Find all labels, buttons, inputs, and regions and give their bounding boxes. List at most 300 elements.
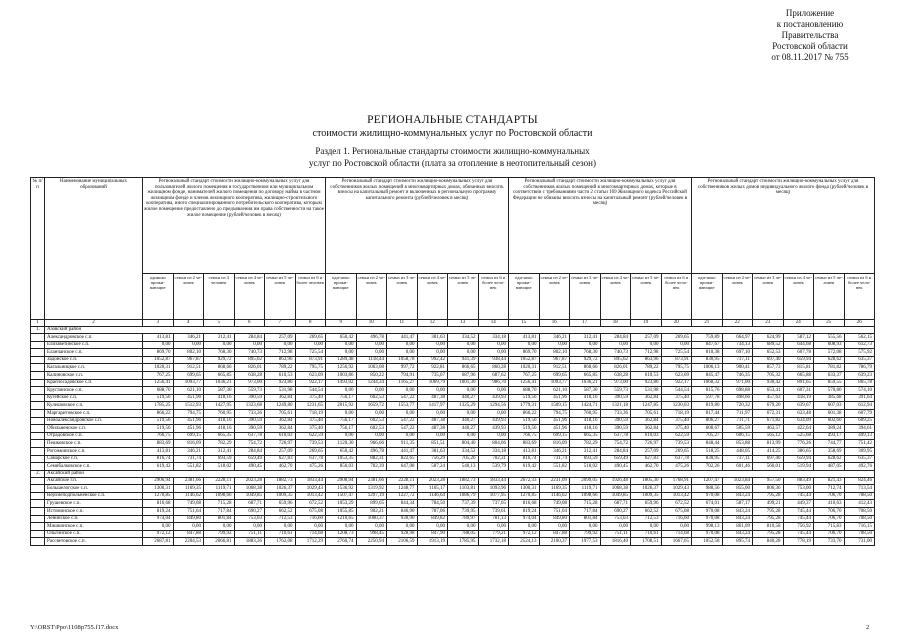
column-number-cell: 10 (356, 320, 387, 327)
value-cell: 929,72 (570, 356, 601, 364)
value-cell: 346,21 (173, 447, 204, 455)
value-cell: 0,00 (234, 341, 265, 349)
value-cell: 1026,37 (265, 485, 296, 493)
value-cell: 1247,85 (631, 402, 662, 410)
sub-header-cell: семьи из 5 че-ловек (814, 274, 845, 320)
section-title-line-1: Раздел 1. Региональные стандарты стоимости жилищно-коммунальных (315, 146, 590, 156)
value-cell: 606,15 (722, 432, 753, 440)
value-cell: 844,34 (387, 500, 418, 508)
value-cell: 733,36 (234, 409, 265, 417)
row-number-cell (31, 492, 45, 500)
sub-header-row (31, 274, 875, 320)
value-cell: 269,65 (295, 334, 326, 342)
value-cell: 0,00 (326, 523, 357, 531)
table-row (31, 447, 875, 455)
value-cell: 665,35 (204, 432, 235, 440)
value-cell: 718,19 (661, 409, 692, 417)
header-group-3: Региональный стандарт стоимости жилищно-коммунальных услуг для собственников жилых помещений в многоквартирных домах, которые в соответствии с требованиями части 2 статьи 169 Жилищного кодекса Российской Федерации не обязаны вносить взносы на капитальный ремонт (рублей/человек в месяц) (509, 178, 692, 274)
value-cell: 671,82 (753, 417, 784, 425)
value-cell: 708,50 (844, 508, 875, 516)
value-cell: 1093,77 (173, 379, 204, 387)
value-cell: 778,19 (783, 538, 814, 546)
value-cell: 737,05 (478, 500, 509, 508)
value-cell: 375,40 (295, 394, 326, 402)
value-cell: 706,70 (814, 530, 845, 538)
header-group-4: Региональный стандарт стоимости жилищно-коммунальных услуг для собственников жилых домов индивидуального жилого фонда (рублей/человек в месяц) (692, 178, 875, 274)
value-cell: 1667,65 (661, 538, 692, 546)
value-cell: 849,80 (539, 515, 570, 523)
value-cell: 0,00 (143, 523, 174, 531)
value-cell: 412,43 (844, 500, 875, 508)
value-cell: 451,96 (539, 394, 570, 402)
row-number-cell (31, 515, 45, 523)
table-row (31, 387, 875, 395)
municipality-name: Круглинское с.п. (45, 387, 143, 395)
value-cell: 883,69 (143, 440, 174, 448)
value-cell: 972,12 (509, 530, 540, 538)
value-cell: 1103,81 (448, 485, 479, 493)
appendix-line: Приложение (785, 8, 835, 18)
value-cell: 699,15 (173, 432, 204, 440)
appendix-line: Правительства (781, 30, 839, 40)
value-cell: 634,09 (783, 417, 814, 425)
value-cell: 519,56 (509, 394, 540, 402)
value-cell: 518,25 (692, 447, 723, 455)
value-cell: 601,46 (722, 463, 753, 471)
value-cell: 714,68 (295, 530, 326, 538)
municipality-name: Семибалковское с.п. (45, 463, 143, 471)
value-cell: 873,91 (295, 356, 326, 364)
value-cell: 2672,33 (509, 477, 540, 485)
value-cell: 1068,32 (692, 379, 723, 387)
value-cell: 794,91 (387, 371, 418, 379)
row-number-cell (31, 409, 45, 417)
value-cell: 745,44 (783, 492, 814, 500)
value-cell: 869,70 (143, 349, 174, 357)
value-cell: 751,11 (234, 530, 265, 538)
value-cell: 608,93 (814, 341, 845, 349)
municipality-name: Кулешовское с.п. (45, 402, 143, 410)
municipality-name: Истоминское с.п. (45, 508, 143, 516)
value-cell: 815,81 (783, 364, 814, 372)
value-cell: 462,70 (631, 463, 662, 471)
value-cell: 451,96 (173, 394, 204, 402)
value-cell: 644,68 (783, 341, 814, 349)
value-cell: 312,41 (204, 447, 235, 455)
value-cell: 621,10 (539, 387, 570, 395)
value-cell: 0,00 (204, 341, 235, 349)
value-cell: 0,00 (509, 341, 540, 349)
value-cell: 706,70 (814, 508, 845, 516)
value-cell: 734,13 (722, 341, 753, 349)
value-cell: 587,30 (570, 387, 601, 395)
value-cell: 413,81 (509, 447, 540, 455)
value-cell: 439,93 (478, 417, 509, 425)
value-cell: 1248,77 (387, 485, 418, 493)
value-cell: 1052,87 (143, 356, 174, 364)
value-cell: 973,00 (234, 379, 265, 387)
value-cell: 781,82 (814, 364, 845, 372)
header-group-1: Региональный стандарт стоимости жилищно-коммунальных услуг для пользователей жилого помещения в государственном или муниципальном жилищном фонде, нанимателей жилого помещения по договору найма в частном жилищном фонде и членов жилищного кооператива, жилищно-строительного кооператива, иного специализированного потребительского кооператива, которым жилое помещение предоставлено до предъявления им права собственности на такое жилое помещение (рублей/человек в месяц) (143, 178, 326, 274)
value-cell: 1210,65 (326, 515, 357, 523)
municipality-name: Александровское с.п. (45, 334, 143, 342)
row-number-cell (31, 463, 45, 471)
value-cell: 2228,11 (387, 477, 418, 485)
value-cell: 2106,59 (387, 538, 418, 546)
value-cell: 801,84 (570, 515, 601, 523)
value-cell: 930,42 (753, 379, 784, 387)
value-cell: 1297,19 (356, 492, 387, 500)
value-cell: 547,22 (387, 394, 418, 402)
value-cell: 312,41 (570, 447, 601, 455)
value-cell: 1805,30 (631, 477, 662, 485)
value-cell: 711,71 (722, 417, 753, 425)
value-cell: 1493,02 (326, 379, 357, 387)
value-cell: 712,53 (265, 515, 296, 523)
table-row (31, 334, 875, 342)
value-cell: 0,00 (417, 523, 448, 531)
value-cell: 602,53 (356, 417, 387, 425)
value-cell: 389,24 (814, 425, 845, 433)
value-cell: 795,28 (753, 492, 784, 500)
table-row (31, 500, 875, 508)
value-cell: 1053,29 (326, 500, 357, 508)
value-cell: 776,26 (783, 440, 814, 448)
value-cell: 754,72 (234, 440, 265, 448)
municipality-name: Ольгинское с.п. (45, 530, 143, 538)
value-cell: 679,20 (753, 402, 784, 410)
value-cell: 1020,31 (509, 364, 540, 372)
value-cell: 745,44 (783, 530, 814, 538)
row-number-cell (31, 447, 45, 455)
table-row (31, 379, 875, 387)
column-number-cell: 8 (295, 320, 326, 327)
value-cell: 868,66 (570, 364, 601, 372)
value-cell: 756,29 (417, 455, 448, 463)
value-cell: 2066,81 (204, 538, 235, 546)
column-number-cell: 15 (509, 320, 540, 327)
value-cell: 0,00 (356, 432, 387, 440)
value-cell: 708,50 (844, 530, 875, 538)
value-cell: 756,17 (326, 394, 357, 402)
row-number-cell (31, 477, 45, 485)
value-cell: 257,09 (631, 334, 662, 342)
value-cell: 451,96 (539, 417, 570, 425)
value-cell: 957,50 (753, 477, 784, 485)
value-cell: 967,87 (173, 356, 204, 364)
value-cell: 312,41 (570, 334, 601, 342)
value-cell: 413,81 (143, 334, 174, 342)
value-cell: 1052,87 (509, 356, 540, 364)
value-cell: 714,68 (661, 530, 692, 538)
value-cell: 938,44 (478, 356, 509, 364)
value-cell: 0,00 (265, 523, 296, 531)
municipality-name: Самарское с.п. (45, 455, 143, 463)
value-cell: 1913,19 (417, 538, 448, 546)
value-cell: 717,84 (570, 508, 601, 516)
value-cell: 693,59 (204, 455, 235, 463)
value-cell: 1055,85 (326, 508, 357, 516)
column-number-cell: 6 (234, 320, 265, 327)
value-cell: 794,75 (173, 409, 204, 417)
value-cell: 653,41 (753, 387, 784, 395)
value-cell: 375,40 (661, 417, 692, 425)
value-cell: 895,62 (234, 356, 265, 364)
value-cell: 672,31 (753, 409, 784, 417)
document-subtitle: стоимости жилищно-коммунальных услуг по Ростовской области (312, 128, 593, 139)
value-cell: 883,69 (509, 440, 540, 448)
value-cell: 816,74 (509, 455, 540, 463)
value-cell: 804,06 (478, 440, 509, 448)
value-cell: 499,21 (753, 500, 784, 508)
sub-header-cell: оди-ноко прожи-вающие (509, 274, 540, 320)
value-cell: 697,10 (722, 349, 753, 357)
value-cell: 375,40 (295, 425, 326, 433)
value-cell: 451,96 (539, 425, 570, 433)
value-cell: 394,61 (844, 425, 875, 433)
value-cell: 902,21 (356, 508, 387, 516)
appendix-line: Ростовской области (772, 41, 848, 51)
value-cell: 449,37 (783, 500, 814, 508)
value-cell: 986,70 (478, 379, 509, 387)
value-cell: 997,72 (387, 364, 418, 372)
value-cell: 1712,29 (295, 538, 326, 546)
value-cell: 0,00 (387, 341, 418, 349)
sub-header-cell: семьи из 6 и более человек (295, 274, 326, 320)
value-cell: 499,13 (844, 432, 875, 440)
column-number-cell: 24 (783, 320, 814, 327)
value-cell: 0,00 (387, 387, 418, 395)
value-cell: 973,00 (600, 379, 631, 387)
value-cell: 2023,28 (234, 477, 265, 485)
value-cell: 760,95 (204, 409, 235, 417)
value-cell: 710,61 (265, 530, 296, 538)
value-cell: 2906,94 (143, 477, 174, 485)
value-cell: 560,01 (753, 463, 784, 471)
value-cell: 475,26 (295, 463, 326, 471)
value-cell: 0,00 (478, 387, 509, 395)
value-cell: 697,40 (753, 356, 784, 364)
value-cell: 1093,77 (539, 379, 570, 387)
value-cell: 257,09 (265, 447, 296, 455)
value-cell: 463,57 (753, 425, 784, 433)
value-cell: 375,40 (661, 394, 692, 402)
value-cell: 269,65 (295, 447, 326, 455)
value-cell: 693,59 (570, 455, 601, 463)
value-cell: 346,21 (173, 334, 204, 342)
value-cell: 883,49 (783, 477, 814, 485)
value-cell: 496,78 (356, 334, 387, 342)
value-cell: 0,00 (234, 523, 265, 531)
value-cell: 621,10 (173, 387, 204, 395)
sub-header-cell: семьи из 3 че-ловек (387, 274, 418, 320)
value-cell: 1256,92 (326, 364, 357, 372)
value-cell: 0,00 (570, 523, 601, 531)
value-cell: 768,30 (570, 349, 601, 357)
value-cell: 0,00 (417, 349, 448, 357)
value-cell: 850,22 (356, 371, 387, 379)
value-cell: 487,38 (417, 425, 448, 433)
value-cell: 0,00 (326, 387, 357, 395)
value-cell: 496,78 (356, 447, 387, 455)
value-cell: 659,49 (234, 455, 265, 463)
table-row (31, 463, 875, 471)
value-cell: 610,03 (631, 432, 662, 440)
value-cell: 705,27 (692, 432, 723, 440)
value-cell: 602,53 (356, 394, 387, 402)
sub-header-cell: семьи из 6 и более чело-век (844, 274, 875, 320)
row-number-cell (31, 379, 45, 387)
value-cell: 1009,35 (631, 492, 662, 500)
value-cell: 551,82 (539, 463, 570, 471)
value-cell: 312,41 (204, 334, 235, 342)
value-cell: 706,70 (814, 515, 845, 523)
value-cell: 492,76 (844, 463, 875, 471)
municipality-name: Обильненское с.п. (45, 425, 143, 433)
value-cell: 712,98 (265, 349, 296, 357)
value-cell: 0,00 (387, 349, 418, 357)
value-cell: 746,35 (722, 371, 753, 379)
value-cell: 751,11 (600, 530, 631, 538)
value-cell: 849,80 (173, 515, 204, 523)
sub-header-cell: семьи из 4 че-ловек (600, 274, 631, 320)
value-cell: 1249,80 (265, 402, 296, 410)
sub-header-cell: семьи из 2 че-ловек (539, 274, 570, 320)
value-cell: 992,42 (417, 356, 448, 364)
value-cell: 715,83 (814, 523, 845, 531)
column-number-cell: 13 (448, 320, 479, 327)
page-number: 2 (866, 624, 870, 631)
section-row (31, 470, 875, 477)
value-cell: 610,53 (631, 371, 662, 379)
value-cell: 815,76 (692, 387, 723, 395)
value-cell: 587,30 (204, 387, 235, 395)
table-row (31, 341, 875, 349)
municipality-name: Кагальницкое с.п. (45, 364, 143, 372)
value-cell: 440,27 (448, 417, 479, 425)
column-number-cell: 11 (387, 320, 418, 327)
table-row (31, 455, 875, 463)
value-cell: 731,00 (844, 538, 875, 546)
value-cell: 284,84 (234, 447, 265, 455)
row-number-cell (31, 538, 45, 546)
value-cell: 922,17 (295, 379, 326, 387)
column-number-row (31, 320, 875, 327)
sub-header-cell: оди-ноко прожи-вающие (692, 274, 723, 320)
municipality-name: Ленинское с.п. (45, 515, 143, 523)
municipality-name: Кугейское с.п. (45, 394, 143, 402)
value-cell: 1231,65 (295, 402, 326, 410)
appendix-block (740, 8, 880, 63)
value-cell: 712,74 (814, 485, 845, 493)
value-cell: 967,87 (539, 356, 570, 364)
value-cell: 610,03 (265, 432, 296, 440)
value-cell: 659,96 (265, 500, 296, 508)
group-header-row (31, 178, 875, 274)
value-cell: 622,59 (295, 432, 326, 440)
value-cell: 544,54 (661, 387, 692, 395)
value-cell: 1536,92 (326, 485, 357, 493)
value-cell: 519,56 (143, 394, 174, 402)
table-row (31, 538, 875, 546)
value-cell: 1300,31 (509, 485, 540, 493)
value-cell: 547,22 (387, 417, 418, 425)
value-cell: 635,37 (844, 356, 875, 364)
value-cell: 362,84 (631, 425, 662, 433)
value-cell: 418,16 (570, 394, 601, 402)
section-number: 1. (31, 327, 45, 334)
value-cell: 1029,43 (661, 485, 692, 493)
value-cell: 439,93 (478, 394, 509, 402)
section-title: Азовский район (45, 327, 875, 334)
value-cell: 970,08 (692, 508, 723, 516)
column-number-cell: 9 (326, 320, 357, 327)
table-row (31, 402, 875, 410)
sub-header-cell: семьи из 4 че-ловек (417, 274, 448, 320)
row-number-cell (31, 334, 45, 342)
value-cell: 619,42 (509, 463, 540, 471)
column-number-cell: 23 (753, 320, 784, 327)
value-cell: 451,96 (173, 417, 204, 425)
column-number-cell: 7 (265, 320, 296, 327)
value-cell: 706,70 (814, 492, 845, 500)
value-cell: 385,68 (814, 394, 845, 402)
value-cell: 1068,38 (234, 485, 265, 493)
row-number-cell (31, 432, 45, 440)
value-cell: 726,97 (631, 440, 662, 448)
value-cell: 2760,74 (326, 538, 357, 546)
value-cell: 1816,40 (600, 538, 631, 546)
value-cell: 974,04 (509, 515, 540, 523)
value-cell: 816,74 (143, 455, 174, 463)
value-cell: 358,69 (814, 447, 845, 455)
value-cell: 1003,86 (326, 371, 357, 379)
value-cell: 462,70 (265, 463, 296, 471)
value-cell: 639,23 (844, 371, 875, 379)
value-cell: 970,08 (692, 515, 723, 523)
value-cell: 1323,68 (234, 402, 265, 410)
value-cell: 1169,35 (173, 485, 204, 493)
value-cell: 1926,48 (600, 477, 631, 485)
value-cell: 369,95 (844, 447, 875, 455)
value-cell: 1023,84 (722, 477, 753, 485)
value-cell: 0,00 (356, 409, 387, 417)
value-cell: 799,92 (570, 530, 601, 538)
value-cell: 0,00 (356, 349, 387, 357)
value-cell: 856,03 (326, 463, 357, 471)
value-cell: 475,26 (661, 463, 692, 471)
table-row (31, 356, 875, 364)
column-number-cell: 17 (570, 320, 601, 327)
value-cell: 971,00 (722, 379, 753, 387)
value-cell: 821,43 (814, 477, 845, 485)
value-cell: 760,95 (570, 409, 601, 417)
value-cell: 607,03 (814, 402, 845, 410)
value-cell: 929,72 (204, 356, 235, 364)
table-row (31, 523, 875, 531)
section-title: Аксайский район (45, 470, 875, 477)
value-cell: 633,48 (783, 409, 814, 417)
value-cell: 381,63 (417, 334, 448, 342)
value-cell: 751,42 (844, 440, 875, 448)
value-cell: 622,59 (661, 432, 692, 440)
value-cell: 2908,94 (326, 477, 357, 485)
value-cell: 697,40 (753, 455, 784, 463)
value-cell: 418,16 (204, 417, 235, 425)
value-cell: 751,64 (173, 508, 204, 516)
value-cell: 1036,21 (570, 379, 601, 387)
value-cell: 269,65 (661, 334, 692, 342)
